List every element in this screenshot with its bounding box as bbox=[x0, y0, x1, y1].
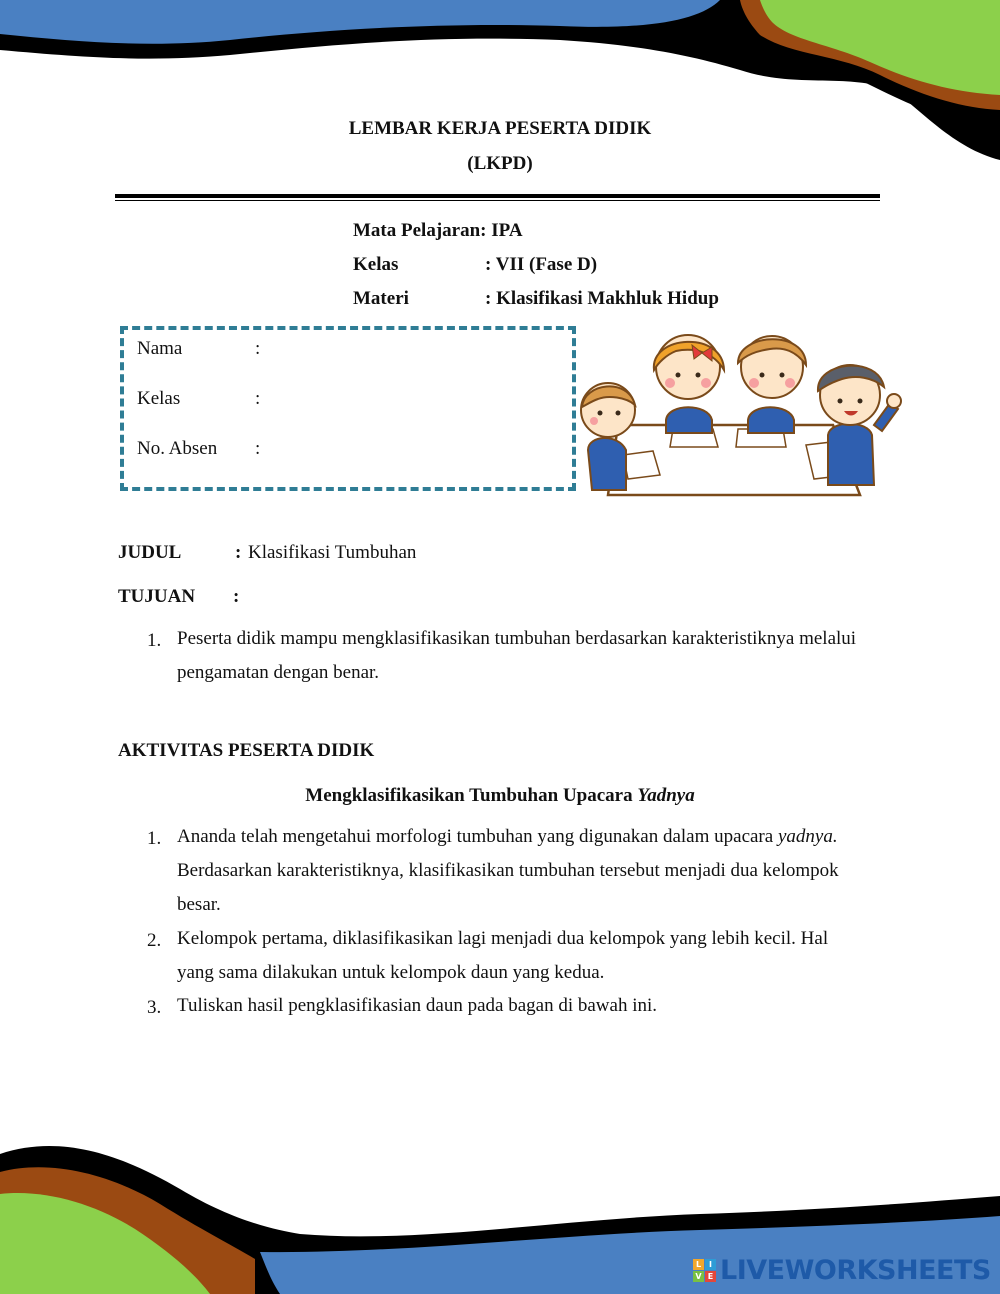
aktivitas-item-2 bbox=[177, 922, 882, 990]
aktivitas-item-1-number: 1. bbox=[147, 828, 162, 849]
aktivitas-item-3-number: 3. bbox=[147, 997, 162, 1018]
aktivitas-heading: AKTIVITAS PESERTA DIDIK bbox=[118, 740, 375, 761]
logo-letter-l: L bbox=[693, 1259, 704, 1270]
student-identity-box bbox=[120, 326, 576, 491]
worksheet-subtitle: (LKPD) bbox=[467, 153, 533, 174]
aktivitas-item-3 bbox=[177, 989, 882, 1023]
aktivitas-item-2-line1: Kelompok pertama, diklasifikasikan lagi menjadi dua kelompok yang lebih kecil. Hal bbox=[177, 928, 829, 949]
aktivitas-subheading-italic: Yadnya bbox=[637, 785, 695, 806]
aktivitas-item-1-line1-text: Ananda telah mengetahui morfologi tumbuhan yang digunakan dalam upacara bbox=[177, 826, 774, 847]
aktivitas-item-1-line1 bbox=[177, 820, 882, 854]
worksheet-title: LEMBAR KERJA PESERTA DIDIK bbox=[348, 118, 652, 139]
material-label: Materi bbox=[353, 288, 409, 309]
aktivitas-subheading-text: Mengklasifikasikan Tumbuhan Upacara bbox=[305, 785, 633, 806]
tujuan-item-line2: pengamatan dengan benar. bbox=[177, 662, 380, 683]
liveworksheets-logo-text: LIVEWORKSHEETS bbox=[720, 1254, 991, 1286]
students-studying-illustration bbox=[578, 325, 903, 500]
logo-letter-v: V bbox=[693, 1271, 704, 1282]
tujuan-item-line1: Peserta didik mampu mengklasifikasikan tumbuhan berdasarkan karakteristiknya melalui bbox=[177, 628, 857, 649]
judul-value: Klasifikasi Tumbuhan bbox=[248, 542, 417, 563]
header-divider-thick bbox=[115, 194, 880, 198]
class-value: : VII (Fase D) bbox=[485, 254, 598, 275]
aktivitas-item-2-line2: yang sama dilakukan untuk kelompok daun yang kedua. bbox=[177, 962, 605, 983]
absen-label: No. Absen bbox=[137, 438, 218, 459]
aktivitas-item-1-line2: Berdasarkan karakteristiknya, klasifikasikan tumbuhan tersebut menjadi dua kelompok bbox=[177, 860, 839, 881]
tujuan-colon: : bbox=[233, 586, 240, 607]
judul-label: JUDUL bbox=[118, 542, 182, 563]
tujuan-label: TUJUAN bbox=[118, 586, 196, 607]
logo-letter-i: I bbox=[705, 1259, 716, 1270]
name-label: Nama bbox=[137, 338, 183, 359]
subject-value: : IPA bbox=[480, 220, 523, 241]
class-field-colon[interactable]: : bbox=[255, 388, 261, 409]
liveworksheets-logo-icon bbox=[693, 1259, 716, 1282]
absen-colon[interactable]: : bbox=[255, 438, 261, 459]
subject-row bbox=[353, 220, 523, 242]
judul-colon: : bbox=[235, 542, 242, 563]
aktivitas-subheading bbox=[0, 785, 1000, 807]
material-value: : Klasifikasi Makhluk Hidup bbox=[485, 288, 719, 309]
subject-label: Mata Pelajaran bbox=[353, 220, 481, 241]
tujuan-item bbox=[177, 622, 882, 690]
liveworksheets-logo[interactable] bbox=[693, 1255, 991, 1285]
aktivitas-item-2-number: 2. bbox=[147, 930, 162, 951]
aktivitas-item-1 bbox=[177, 820, 882, 922]
aktivitas-item-3-line1: Tuliskan hasil pengklasifikasian daun pada bagan di bawah ini. bbox=[177, 995, 658, 1016]
name-colon[interactable]: : bbox=[255, 338, 261, 359]
header-divider-thin bbox=[115, 200, 880, 201]
aktivitas-item-1-line1-italic: yadnya. bbox=[777, 826, 838, 847]
class-field-label: Kelas bbox=[137, 388, 181, 409]
tujuan-item-number: 1. bbox=[147, 630, 162, 651]
class-label: Kelas bbox=[353, 254, 399, 275]
logo-letter-e: E bbox=[705, 1271, 716, 1282]
aktivitas-item-1-line3: besar. bbox=[177, 894, 221, 915]
